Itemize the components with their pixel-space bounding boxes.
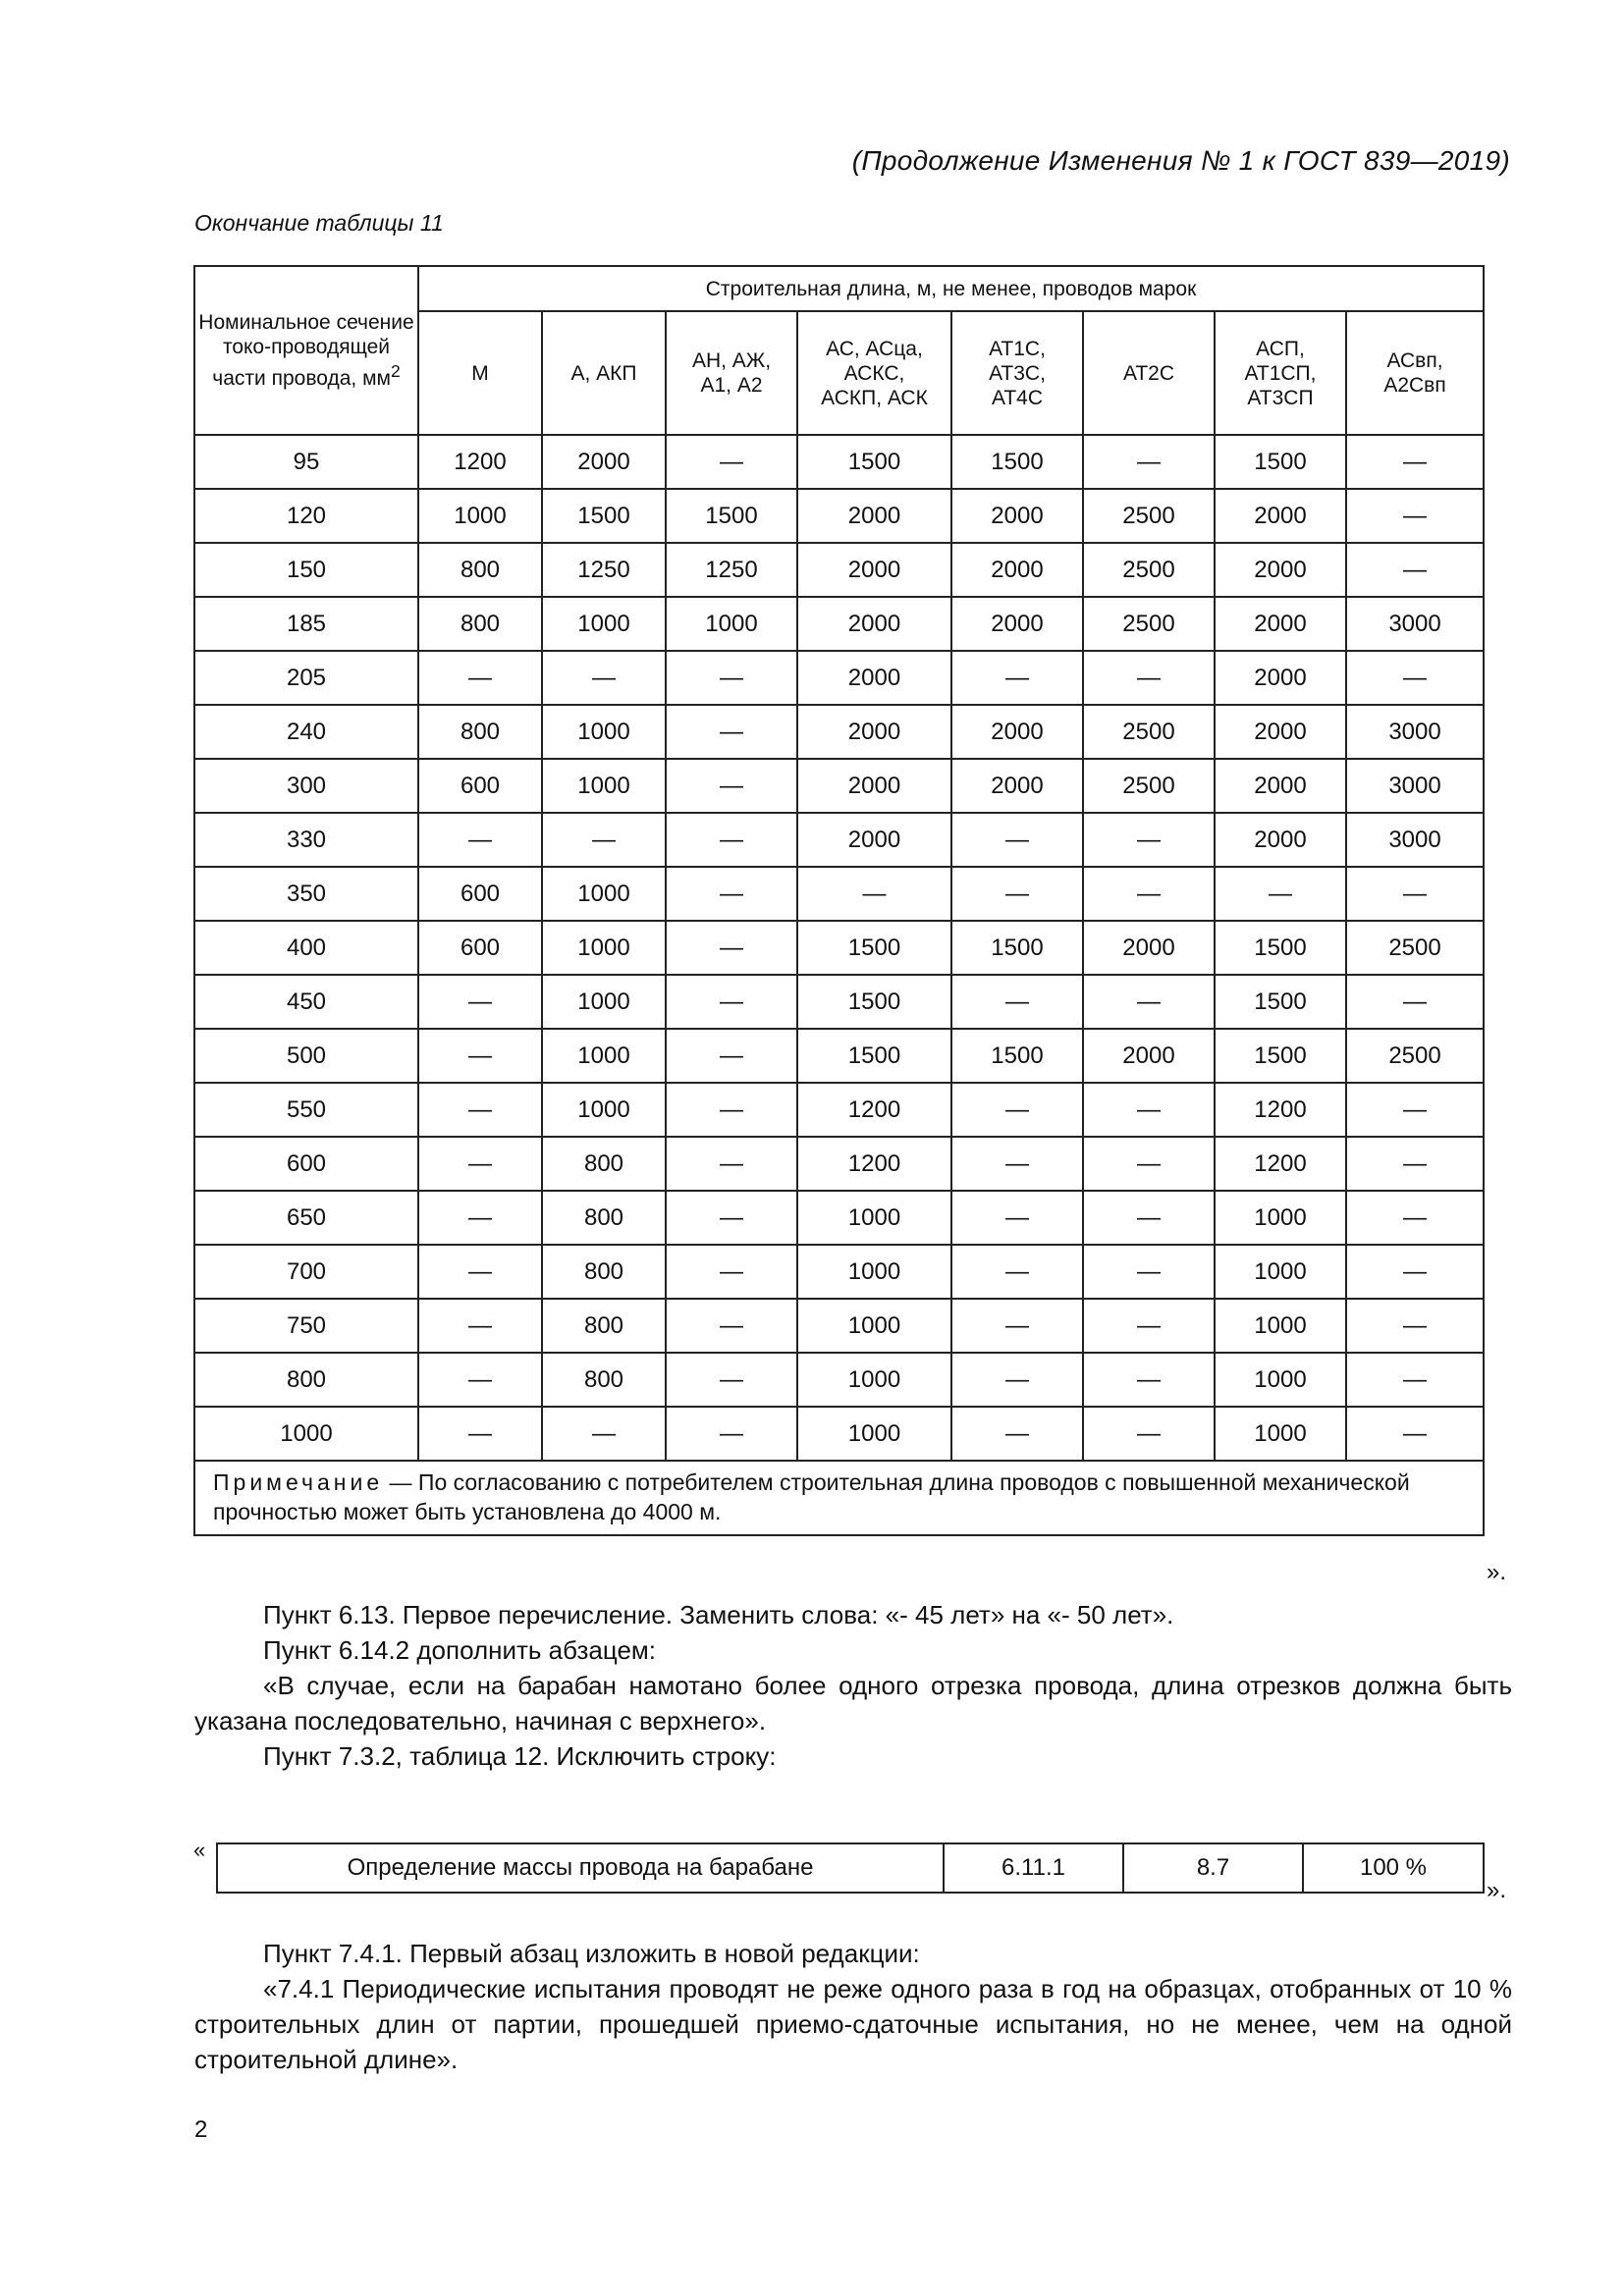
document-header: (Продолжение Изменения № 1 к ГОСТ 839—2019): [851, 145, 1510, 176]
length-cell: —: [1083, 1299, 1215, 1353]
length-cell: 3000: [1346, 597, 1484, 651]
column-header: АТ1С, АТ3С, АТ4С: [951, 311, 1083, 435]
length-cell: 800: [542, 1245, 666, 1299]
length-cell: 2000: [797, 597, 951, 651]
length-cell: —: [1083, 1137, 1215, 1191]
length-cell: 2000: [797, 705, 951, 759]
table-row: [194, 1029, 1484, 1083]
length-cell: 800: [418, 543, 542, 597]
length-cell: 800: [542, 1137, 666, 1191]
length-cell: —: [1346, 1191, 1484, 1245]
excluded-row-close-quote: ».: [1487, 1877, 1507, 1903]
length-cell: —: [951, 867, 1083, 921]
row-header-cell: [194, 266, 418, 435]
length-cell: 1000: [542, 759, 666, 813]
length-cell: —: [1346, 1137, 1484, 1191]
length-cell: —: [1083, 435, 1215, 489]
length-cell: 2000: [1083, 921, 1215, 975]
length-cell: 1000: [542, 1083, 666, 1137]
length-cell: 1000: [1215, 1353, 1346, 1407]
length-cell: —: [666, 1353, 797, 1407]
length-cell: 1500: [666, 489, 797, 543]
table-row: [217, 1843, 1484, 1893]
column-header: АСвп, А2Свп: [1346, 311, 1484, 435]
length-cell: —: [1083, 1407, 1215, 1461]
length-cell: 2500: [1083, 543, 1215, 597]
length-cell: 1000: [797, 1245, 951, 1299]
length-cell: —: [1346, 651, 1484, 705]
length-cell: —: [666, 651, 797, 705]
length-cell: 1500: [1215, 1029, 1346, 1083]
length-cell: —: [951, 1299, 1083, 1353]
length-cell: —: [1346, 435, 1484, 489]
length-cell: 2000: [797, 759, 951, 813]
length-cell: —: [666, 1137, 797, 1191]
table-cell: 100 %: [1303, 1843, 1484, 1893]
section-cell: 240: [194, 705, 418, 759]
length-cell: —: [1083, 1245, 1215, 1299]
length-cell: —: [418, 651, 542, 705]
section-cell: 205: [194, 651, 418, 705]
table-row: [194, 1083, 1484, 1137]
length-cell: —: [666, 1407, 797, 1461]
length-cell: 1500: [1215, 921, 1346, 975]
length-cell: —: [666, 975, 797, 1029]
length-cell: —: [666, 705, 797, 759]
length-cell: —: [1346, 975, 1484, 1029]
length-cell: —: [1083, 1191, 1215, 1245]
length-cell: —: [418, 1353, 542, 1407]
length-cell: 1000: [418, 489, 542, 543]
length-cell: —: [1083, 867, 1215, 921]
length-cell: —: [1083, 975, 1215, 1029]
column-header: АН, АЖ, А1, А2: [666, 311, 797, 435]
length-cell: —: [797, 867, 951, 921]
section-cell: 500: [194, 1029, 418, 1083]
table-cell: Определение массы провода на барабане: [217, 1843, 944, 1893]
section-cell: 350: [194, 867, 418, 921]
table-row: [194, 1191, 1484, 1245]
length-cell: —: [418, 1245, 542, 1299]
length-cell: 2000: [1215, 759, 1346, 813]
length-cell: 1500: [951, 435, 1083, 489]
length-cell: 600: [418, 921, 542, 975]
length-cell: 1200: [1215, 1083, 1346, 1137]
length-cell: 1000: [1215, 1407, 1346, 1461]
table-note: [194, 1461, 1484, 1535]
excluded-row-open-quote: «: [193, 1838, 206, 1862]
column-header: М: [418, 311, 542, 435]
length-cell: —: [951, 1245, 1083, 1299]
length-cell: 1200: [418, 435, 542, 489]
table-row: [194, 543, 1484, 597]
length-cell: —: [418, 813, 542, 867]
length-cell: 1500: [951, 1029, 1083, 1083]
section-cell: 120: [194, 489, 418, 543]
length-cell: 2000: [1083, 1029, 1215, 1083]
length-cell: —: [951, 975, 1083, 1029]
table-row: [194, 1137, 1484, 1191]
length-cell: —: [1346, 1083, 1484, 1137]
length-cell: —: [418, 1407, 542, 1461]
length-cell: 2500: [1083, 759, 1215, 813]
length-cell: 800: [542, 1353, 666, 1407]
length-cell: —: [951, 1407, 1083, 1461]
length-cell: —: [951, 1083, 1083, 1137]
length-cell: 1250: [666, 543, 797, 597]
length-cell: 1500: [797, 975, 951, 1029]
length-cell: 1000: [1215, 1191, 1346, 1245]
length-cell: 1000: [542, 975, 666, 1029]
length-cell: —: [666, 867, 797, 921]
section-cell: 450: [194, 975, 418, 1029]
table-row: [194, 813, 1484, 867]
note-text: — По согласованию с потребителем строительная длина проводов с повышенной механической прочностью может быть установлена до 4000 м.: [213, 1469, 1410, 1524]
length-cell: 2000: [1215, 543, 1346, 597]
length-cell: 2000: [797, 489, 951, 543]
length-cell: 2000: [951, 759, 1083, 813]
section-cell: 700: [194, 1245, 418, 1299]
length-cell: 1500: [951, 921, 1083, 975]
length-cell: 2000: [951, 705, 1083, 759]
section-cell: 600: [194, 1137, 418, 1191]
section-cell: 330: [194, 813, 418, 867]
table-caption: Окончание таблицы 11: [194, 210, 444, 236]
table-row: [194, 1407, 1484, 1461]
length-cell: 2000: [797, 651, 951, 705]
length-cell: —: [1083, 1353, 1215, 1407]
length-cell: 1000: [797, 1299, 951, 1353]
length-cell: 1200: [1215, 1137, 1346, 1191]
length-cell: 2000: [1215, 597, 1346, 651]
length-cell: 2500: [1083, 597, 1215, 651]
length-cell: 600: [418, 867, 542, 921]
length-cell: 1000: [797, 1191, 951, 1245]
length-cell: —: [418, 1137, 542, 1191]
column-header: АС, АСца, АСКС, АСКП, АСК: [797, 311, 951, 435]
length-cell: —: [951, 1191, 1083, 1245]
page-number: 2: [194, 2116, 208, 2143]
section-cell: 550: [194, 1083, 418, 1137]
length-cell: —: [1346, 1353, 1484, 1407]
length-cell: —: [666, 1245, 797, 1299]
table-row: [194, 705, 1484, 759]
note-label: Примечание: [213, 1469, 384, 1495]
length-cell: 1000: [542, 597, 666, 651]
table-row: [194, 651, 1484, 705]
table-row: [194, 1353, 1484, 1407]
length-cell: 3000: [1346, 813, 1484, 867]
section-cell: 650: [194, 1191, 418, 1245]
paragraph-6-13: Пункт 6.13. Первое перечисление. Заменить слова: «- 45 лет» на «- 50 лет».: [263, 1600, 1174, 1629]
length-cell: —: [951, 813, 1083, 867]
length-cell: —: [951, 1353, 1083, 1407]
length-cell: 1000: [542, 921, 666, 975]
length-cell: 2000: [1215, 489, 1346, 543]
table-cell: 6.11.1: [944, 1843, 1123, 1893]
group-header: Строительная длина, м, не менее, проводов марок: [418, 266, 1484, 311]
length-cell: 2000: [1215, 813, 1346, 867]
length-cell: 2000: [797, 543, 951, 597]
paragraph-7-3-2: Пункт 7.3.2, таблица 12. Исключить строку:: [263, 1741, 777, 1771]
length-cell: —: [951, 1137, 1083, 1191]
row-header-sup: 2: [390, 361, 401, 381]
length-cell: 2000: [1215, 705, 1346, 759]
length-cell: 1000: [666, 597, 797, 651]
table-11: [193, 265, 1485, 1536]
length-cell: 1500: [1215, 435, 1346, 489]
length-cell: 2500: [1083, 489, 1215, 543]
length-cell: —: [666, 759, 797, 813]
length-cell: —: [1083, 813, 1215, 867]
length-cell: —: [666, 813, 797, 867]
length-cell: —: [542, 1407, 666, 1461]
length-cell: —: [666, 1299, 797, 1353]
length-cell: —: [418, 975, 542, 1029]
length-cell: 1250: [542, 543, 666, 597]
section-cell: 185: [194, 597, 418, 651]
table-row: [194, 1299, 1484, 1353]
table-row: [194, 759, 1484, 813]
length-cell: 800: [542, 1191, 666, 1245]
column-header: АТ2С: [1083, 311, 1215, 435]
column-header: А, АКП: [542, 311, 666, 435]
length-cell: —: [1083, 651, 1215, 705]
section-cell: 150: [194, 543, 418, 597]
section-cell: 800: [194, 1353, 418, 1407]
table-cell: 8.7: [1123, 1843, 1303, 1893]
table-row: [194, 867, 1484, 921]
section-cell: 1000: [194, 1407, 418, 1461]
length-cell: —: [542, 813, 666, 867]
excluded-row-table: [216, 1842, 1485, 1894]
length-cell: —: [542, 651, 666, 705]
length-cell: —: [1346, 1299, 1484, 1353]
length-cell: —: [1083, 1083, 1215, 1137]
length-cell: —: [418, 1083, 542, 1137]
length-cell: —: [418, 1029, 542, 1083]
length-cell: 2000: [951, 543, 1083, 597]
table-row: [194, 921, 1484, 975]
length-cell: —: [666, 435, 797, 489]
length-cell: 1000: [1215, 1245, 1346, 1299]
length-cell: —: [951, 651, 1083, 705]
length-cell: 2000: [1215, 651, 1346, 705]
row-header-text: Номинальное сечение токо-проводящей части провода, мм: [198, 311, 414, 390]
length-cell: 3000: [1346, 705, 1484, 759]
length-cell: 2000: [542, 435, 666, 489]
length-cell: —: [418, 1191, 542, 1245]
length-cell: —: [1346, 489, 1484, 543]
length-cell: —: [666, 1083, 797, 1137]
length-cell: 2500: [1346, 1029, 1484, 1083]
table-row: [194, 489, 1484, 543]
length-cell: —: [1346, 867, 1484, 921]
length-cell: 3000: [1346, 759, 1484, 813]
section-cell: 750: [194, 1299, 418, 1353]
length-cell: 1000: [542, 705, 666, 759]
length-cell: 1500: [797, 1029, 951, 1083]
length-cell: 1000: [542, 867, 666, 921]
length-cell: 1500: [797, 435, 951, 489]
length-cell: 2000: [951, 597, 1083, 651]
length-cell: 1500: [1215, 975, 1346, 1029]
length-cell: 1000: [542, 1029, 666, 1083]
length-cell: —: [666, 921, 797, 975]
length-cell: 1000: [797, 1353, 951, 1407]
length-cell: 1000: [797, 1407, 951, 1461]
length-cell: —: [1346, 543, 1484, 597]
table-row: [194, 1245, 1484, 1299]
table-row: [194, 975, 1484, 1029]
length-cell: 1200: [797, 1137, 951, 1191]
table-row: [194, 597, 1484, 651]
table-row: [194, 435, 1484, 489]
length-cell: —: [666, 1191, 797, 1245]
length-cell: 2000: [951, 489, 1083, 543]
length-cell: —: [666, 1029, 797, 1083]
length-cell: —: [1346, 1245, 1484, 1299]
paragraph-7-4-1: Пункт 7.4.1. Первый абзац изложить в новой редакции:: [263, 1939, 920, 1968]
length-cell: 800: [542, 1299, 666, 1353]
length-cell: 1200: [797, 1083, 951, 1137]
length-cell: 800: [418, 597, 542, 651]
length-cell: —: [1215, 867, 1346, 921]
table-close-quote: ».: [1487, 1559, 1507, 1585]
length-cell: 1000: [1215, 1299, 1346, 1353]
length-cell: 2500: [1346, 921, 1484, 975]
length-cell: 2500: [1083, 705, 1215, 759]
section-cell: 95: [194, 435, 418, 489]
section-cell: 400: [194, 921, 418, 975]
length-cell: 600: [418, 759, 542, 813]
length-cell: —: [418, 1299, 542, 1353]
length-cell: 1500: [797, 921, 951, 975]
column-header: АСП, АТ1СП, АТ3СП: [1215, 311, 1346, 435]
length-cell: 2000: [797, 813, 951, 867]
paragraph-quote-2: «7.4.1 Периодические испытания проводят не реже одного раза в год на образцах, отобранных от 10 % строительных длин от партии, прошедшей приемо-сдаточные испытания, но не менее, чем на одной строительной длине».: [194, 1974, 1512, 2074]
paragraph-6-14-2: Пункт 6.14.2 дополнить абзацем:: [263, 1635, 657, 1665]
length-cell: 800: [418, 705, 542, 759]
section-cell: 300: [194, 759, 418, 813]
length-cell: 1500: [542, 489, 666, 543]
paragraph-quote-1: «В случае, если на барабан намотано более одного отрезка провода, длина отрезков должна быть указана последовательно, начиная с верхнего».: [194, 1671, 1512, 1735]
length-cell: —: [1346, 1407, 1484, 1461]
